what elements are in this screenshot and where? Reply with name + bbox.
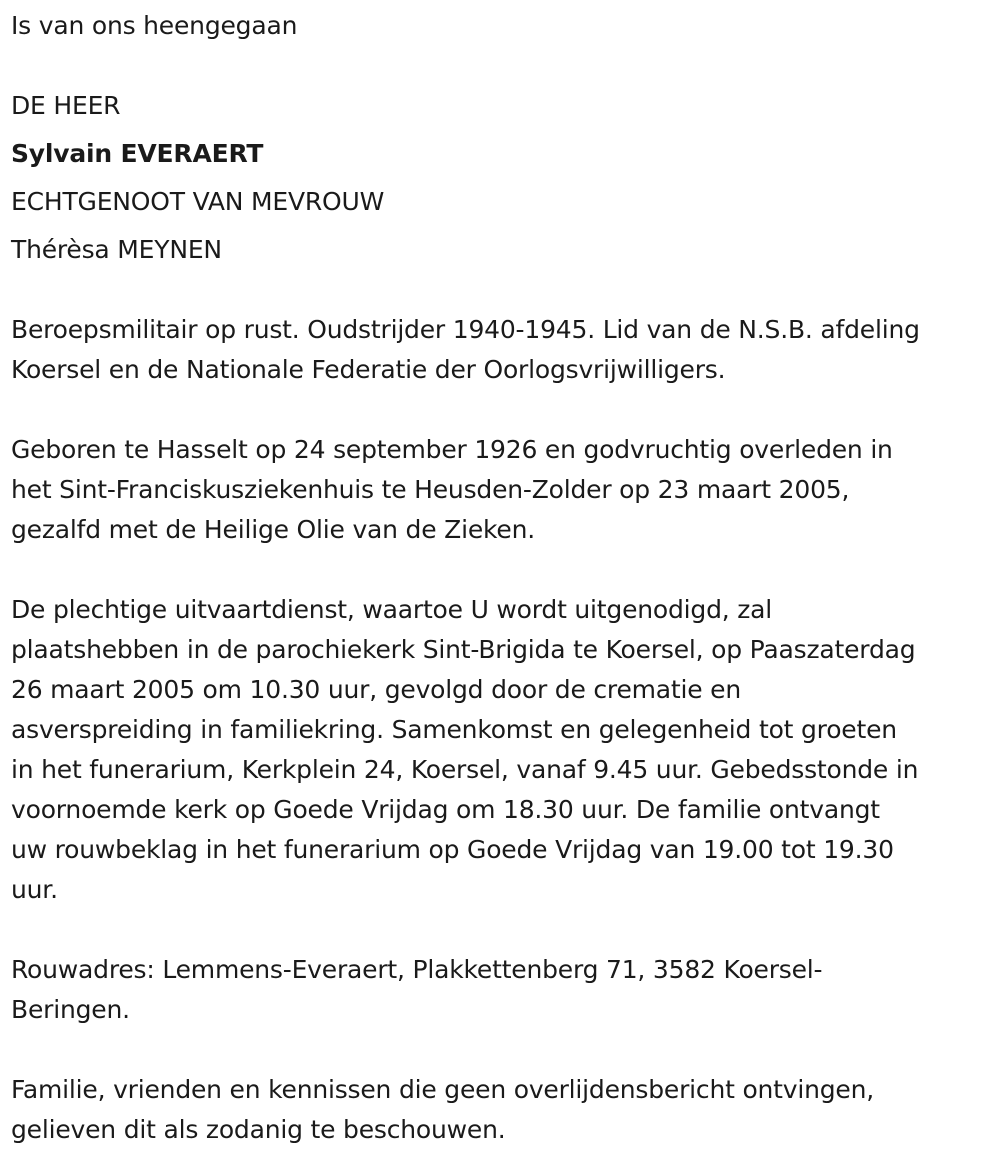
birth-paragraph [11,430,996,550]
service-line: uur. [11,875,58,904]
birth-line: het Sint-Franciskusziekenhuis te Heusden-Zolder op 23 maart 2005, [11,475,850,504]
service-line: uw rouwbeklag in het funerarium op Goede Vrijdag van 19.00 tot 19.30 [11,835,894,864]
service-line: voornoemde kerk op Goede Vrijdag om 18.30 uur. De familie ontvangt [11,795,880,824]
intro-text: Is van ons heengegaan [11,11,298,40]
service-line: De plechtige uitvaartdienst, waartoe U wordt uitgenodigd, zal [11,595,773,624]
closing-paragraph [11,1070,996,1150]
service-line: plaatshebben in de parochiekerk Sint-Brigida te Koersel, op Paaszaterdag [11,635,916,664]
birth-line: gezalfd met de Heilige Olie van de Zieken. [11,515,535,544]
bio-paragraph [11,310,996,390]
address-paragraph [11,950,996,1030]
closing-line: Familie, vrienden en kennissen die geen overlijdensbericht ontvingen, [11,1075,875,1104]
service-line: in het funerarium, Kerkplein 24, Koersel, vanaf 9.45 uur. Gebedsstonde in [11,755,919,784]
title-text: DE HEER [11,91,121,120]
deceased-name: Sylvain EVERAERT [11,139,264,168]
relation-text: ECHTGENOOT VAN MEVROUW [11,187,385,216]
bio-line: Koersel en de Nationale Federatie der Oorlogsvrijwilligers. [11,355,726,384]
address-line: Rouwadres: Lemmens-Everaert, Plakkettenberg 71, 3582 Koersel- [11,955,823,984]
spouse-name: Thérèsa MEYNEN [11,235,222,264]
address-line: Beringen. [11,995,130,1024]
closing-line: gelieven dit als zodanig te beschouwen. [11,1115,506,1144]
service-paragraph [11,590,996,910]
bio-line: Beroepsmilitair op rust. Oudstrijder 1940-1945. Lid van de N.S.B. afdeling [11,315,920,344]
service-line: asverspreiding in familiekring. Samenkomst en gelegenheid tot groeten [11,715,897,744]
service-line: 26 maart 2005 om 10.30 uur, gevolgd door de crematie en [11,675,742,704]
birth-line: Geboren te Hasselt op 24 september 1926 en godvruchtig overleden in [11,435,893,464]
